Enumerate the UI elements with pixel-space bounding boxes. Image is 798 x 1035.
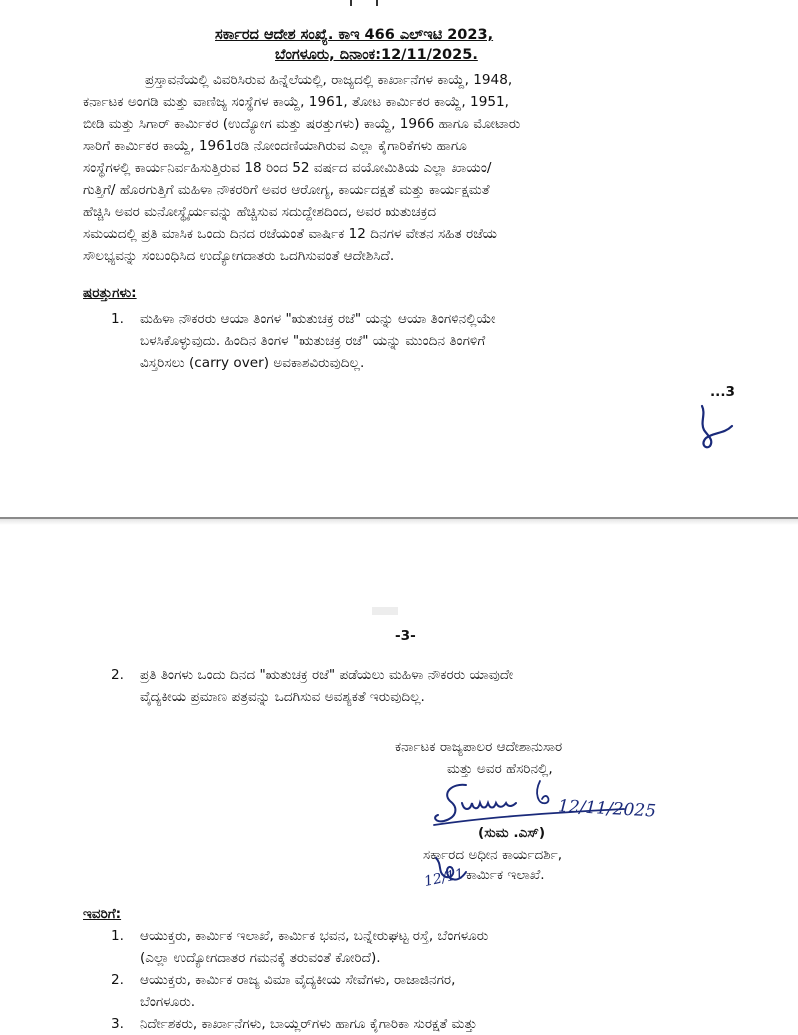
- recipients-list: [100, 925, 780, 1035]
- recipient-line: ಆಯುಕ್ತರು, ಕಾರ್ಮಿಕ ರಾಜ್ಯ ವಿಮಾ ವೈದ್ಯಕೀಯ ಸೇವೆಗಳು, ರಾಜಾಜಿನಗರ,: [140, 972, 456, 988]
- recipient-number: 2.: [111, 972, 124, 988]
- recipients-heading: ಇವರಿಗೆ:: [83, 906, 122, 922]
- authority-line: ಕರ್ನಾಟಕ ರಾಜ್ಯಪಾಲರ ಆದೇಶಾನುಸಾರ: [395, 739, 563, 755]
- paragraph-line: ಗುತ್ತಿಗೆ/ ಹೊರಗುತ್ತಿಗೆ ಮಹಿಳಾ ನೌಕರರಿಗೆ ಅವರ ಆರೋಗ್ಯ, ಕಾರ್ಯದಕ್ಷತೆ ಮತ್ತು ಕಾರ್ಯಕ್ಷಮತೆ: [83, 182, 490, 198]
- signatory-name: (ಸುಮ .ಎಸ್): [478, 825, 546, 841]
- recipient-line: (ಎಲ್ಲಾ ಉದ್ಯೋಗದಾತರ ಗಮನಕ್ಕೆ ತರುವಂತೆ ಕೋರಿದೆ).: [140, 950, 381, 966]
- order-title: ಸರ್ಕಾರದ ಆದೇಶ ಸಂಖ್ಯೆ. ಕಾಇ 466 ಎಲ್ಇಟಿ 2023,: [215, 27, 494, 43]
- recipient-line: ಬೆಂಗಳೂರು.: [140, 994, 196, 1010]
- preamble-paragraph: [83, 69, 763, 267]
- continuation-marker: ...3: [710, 384, 735, 400]
- paragraph-line: ಬೀಡಿ ಮತ್ತು ಸಿಗಾರ್ ಕಾರ್ಮಿಕರ (ಉದ್ಯೋಗ ಮತ್ತು ಷರತ್ತುಗಳು) ಕಾಯ್ದೆ, 1966 ಹಾಗೂ ಮೋಟಾರು: [83, 116, 521, 132]
- authority-line: ಮತ್ತು ಅವರ ಹೆಸರಿನಲ್ಲಿ,: [447, 761, 553, 777]
- condition-number: 2.: [111, 667, 124, 683]
- document-page-two: [0, 525, 798, 1032]
- page-number: -3-: [395, 628, 416, 644]
- condition-line: ವಿಸ್ತರಿಸಲು (carry over) ಅವಕಾಶವಿರುವುದಿಲ್ಲ.: [140, 355, 365, 371]
- paragraph-line: ಹೆಚ್ಚಿಸಿ ಅವರ ಮನೋಸ್ಥೈರ್ಯವನ್ನು ಹೆಚ್ಚಿಸುವ ಸದುದ್ದೇಶದಿಂದ, ಅವರ ಋತುಚಕ್ರದ: [83, 204, 437, 220]
- paragraph-line: ಕರ್ನಾಟಕ ಅಂಗಡಿ ಮತ್ತು ವಾಣಿಜ್ಯ ಸಂಸ್ಥೆಗಳ ಕಾಯ್ದೆ, 1961, ತೋಟ ಕಾರ್ಮಿಕರ ಕಾಯ್ದೆ, 1951,: [83, 94, 509, 110]
- conditions-heading: ಷರತ್ತುಗಳು:: [83, 285, 137, 301]
- recipient-number: 3.: [111, 1016, 124, 1032]
- list-item: [100, 1013, 780, 1035]
- initial-date: 12/11: [422, 865, 466, 891]
- condition-line: ವೈದ್ಯಕೀಯ ಪ್ರಮಾಣ ಪತ್ರವನ್ನು ಒದಗಿಸುವ ಅವಶ್ಯಕತೆ ಇರುವುದಿಲ್ಲ.: [140, 689, 425, 705]
- document-page-one: [0, 0, 798, 517]
- condition-line: ಮಹಿಳಾ ನೌಕರರು ಆಯಾ ತಿಂಗಳ "ಋತುಚಕ್ರ ರಜೆ" ಯನ್ನು ಆಯಾ ತಿಂಗಳಿನಲ್ಲಿಯೇ: [140, 311, 496, 327]
- paragraph-line: ಸಂಸ್ಥೆಗಳಲ್ಲಿ ಕಾರ್ಯನಿರ್ವಹಿಸುತ್ತಿರುವ 18 ರಿಂದ 52 ವರ್ಷದ ವಯೋಮಿತಿಯ ಎಲ್ಲಾ ಖಾಯಂ/: [83, 160, 492, 176]
- recipient-number: 1.: [111, 928, 124, 944]
- list-item: [100, 969, 780, 1013]
- paragraph-line: ಸೌಲಭ್ಯವನ್ನು ಸಂಬಂಧಿಸಿದ ಉದ್ಯೋಗದಾತರು ಒದಗಿಸುವಂತೆ ಆದೇಶಿಸಿದೆ.: [83, 248, 395, 264]
- initial-signature-mark: [688, 400, 738, 455]
- list-item: [100, 925, 780, 969]
- order-date: ಬೆಂಗಳೂರು, ದಿನಾಂಕ:12/11/2025.: [275, 47, 478, 63]
- condition-line: ಪ್ರತಿ ತಿಂಗಳು ಒಂದು ದಿನದ "ಋತುಚಕ್ರ ರಜೆ" ಪಡೆಯಲು ಮಹಿಳಾ ನೌಕರರು ಯಾವುದೇ: [140, 667, 514, 683]
- department-name: ಕಾರ್ಮಿಕ ಇಲಾಖೆ.: [466, 867, 545, 883]
- paragraph-line: ಪ್ರಸ್ತಾವನೆಯಲ್ಲಿ ವಿವರಿಸಿರುವ ಹಿನ್ನೆಲೆಯಲ್ಲಿ, ರಾಜ್ಯದಲ್ಲಿ ಕಾರ್ಖಾನೆಗಳ ಕಾಯ್ದೆ, 1948,: [145, 72, 513, 88]
- recipient-line: ನಿರ್ದೇಶಕರು, ಕಾರ್ಖಾನೆಗಳು, ಬಾಯ್ಲರ್‌ಗಳು ಹಾಗೂ ಕೈಗಾರಿಕಾ ಸುರಕ್ಷತೆ ಮತ್ತು: [140, 1016, 478, 1032]
- top-edge-mark: [350, 0, 378, 6]
- recipient-line: ಆಯುಕ್ತರು, ಕಾರ್ಮಿಕ ಇಲಾಖೆ, ಕಾರ್ಮಿಕ ಭವನ, ಬನ್ನೇರುಘಟ್ಟ ರಸ್ತೆ, ಬೆಂಗಳೂರು: [140, 928, 489, 944]
- paragraph-line: ಸಾರಿಗೆ ಕಾರ್ಮಿಕರ ಕಾಯ್ದೆ, 1961ರಡಿ ನೋಂದಣಿಯಾಗಿರುವ ಎಲ್ಲಾ ಕೈಗಾರಿಕೆಗಳು ಹಾಗೂ: [83, 138, 467, 154]
- bleed-through-mark: [372, 607, 398, 615]
- paragraph-line: ಸಮಯದಲ್ಲಿ ಪ್ರತಿ ಮಾಸಿಕ ಒಂದು ದಿನದ ರಜೆಯಂತೆ ವಾರ್ಷಿಕ 12 ದಿನಗಳ ವೇತನ ಸಹಿತ ರಜೆಯ: [83, 226, 498, 242]
- condition-number: 1.: [111, 311, 124, 327]
- condition-line: ಬಳಸಿಕೊಳ್ಳುವುದು. ಹಿಂದಿನ ತಿಂಗಳ "ಋತುಚಕ್ರ ರಜೆ" ಯನ್ನು ಮುಂದಿನ ತಿಂಗಳಿಗೆ: [140, 333, 486, 349]
- signature-date: 12/11/2025: [557, 796, 657, 822]
- signatory-designation: ಸರ್ಕಾರದ ಅಧೀನ ಕಾರ್ಯದರ್ಶಿ,: [423, 847, 563, 863]
